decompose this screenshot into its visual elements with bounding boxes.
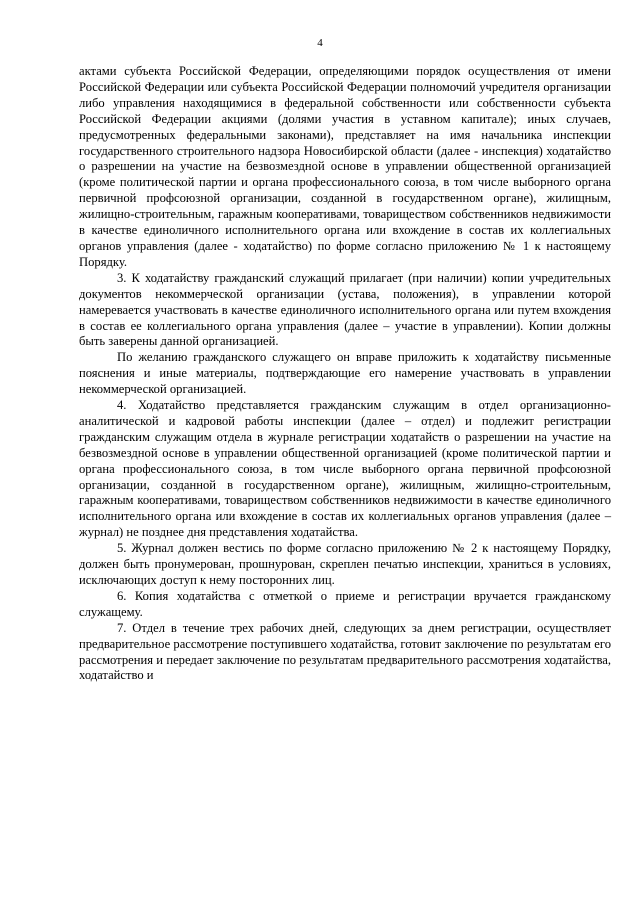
page-number: 4 [317, 37, 323, 49]
paragraph-item-7: 7. Отдел в течение трех рабочих дней, следующих за днем регистрации, осуществляет предварительное рассмотрение поступившего ходатайства, готовит заключение по результатам его рассмотрения и передает заключение по результатам предварительного рассмотрения ходатайства, ходатайство и [79, 620, 611, 683]
paragraph-continuation: актами субъекта Российской Федерации, определяющими порядок осуществления от имени Российской Федерации или субъекта Российской Федерации полномочий учредителя организации либо управления находящимися в федеральной собственности или собственности субъекта Российской Федерации акциями (долями участия в уставном капитале); иных случаев, предусмотренных федеральными законами), представляет на имя начальника инспекции государственного строительного надзора Новосибирской области (далее - инспекция) ходатайство о разрешении на участие на безвозмездной основе в управлении общественной организацией (кроме политической партии и органа профессионального союза, в том числе выборного органа первичной профсоюзной организации, созданной в государственном органе), жилищным, жилищно-строительным, гаражным кооперативами, товариществом собственников недвижимости в качестве единоличного исполнительного органа или вхождение в состав их коллегиальных органов управления (далее - ходатайство) по форме согласно приложению № 1 к настоящему Порядку. [79, 64, 611, 269]
paragraph-item-4: 4. Ходатайство представляется гражданским служащим в отдел организационно-аналитической и кадровой работы инспекции (далее – отдел) и подлежит регистрации гражданским служащим отдела в журнале регистрации ходатайств о разрешении на участие на безвозмездной основе в управлении общественной организацией (кроме политической партии и органа профессионального союза, в том числе выборного органа первичной профсоюзной организации, созданной в государственном органе), жилищным, жилищно-строительным, гаражным кооперативами, товариществом собственников недвижимости в качестве единоличного исполнительного органа или вхождение в состав их коллегиальных органов управления (далее – журнал) не позднее дня представления ходатайства. [79, 398, 611, 540]
document-body [79, 64, 611, 684]
paragraph-item-5: 5. Журнал должен вестись по форме согласно приложению № 2 к настоящему Порядку, должен быть пронумерован, прошнурован, скреплен печатью инспекции, храниться в условиях, исключающих доступ к нему посторонних лиц. [79, 541, 611, 587]
paragraph-attachments-note: По желанию гражданского служащего он вправе приложить к ходатайству письменные пояснения и иные материалы, подтверждающие его намерение участвовать в управлении некоммерческой организацией. [79, 350, 611, 397]
paragraph-item-3: 3. К ходатайству гражданский служащий прилагает (при наличии) копии учредительных документов некоммерческой организации (устава, положения), в управлении которой намеревается участвовать в качестве единоличного исполнительного органа или путем вхождения в состав ее коллегиального органа управления (далее – участие в управлении). Копии должны быть заверены данной организацией. [79, 270, 611, 349]
paragraph-item-6: 6. Копия ходатайства с отметкой о приеме и регистрации вручается гражданскому служащему. [79, 588, 611, 619]
